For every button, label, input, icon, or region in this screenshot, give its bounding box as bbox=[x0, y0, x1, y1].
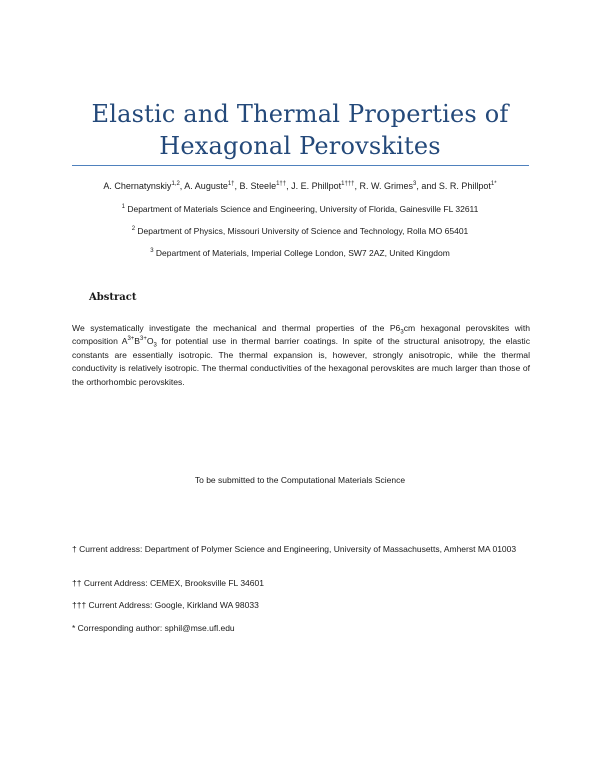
affiliation-2 bbox=[0, 225, 600, 237]
abstract-subscript: 3 bbox=[153, 343, 157, 350]
abstract-superscript: 3+ bbox=[140, 336, 147, 343]
affiliation-text: Department of Physics, Missouri University of Science and Technology, Rolla MO 65401 bbox=[137, 226, 469, 236]
author-affiliation-marker: 1† bbox=[227, 181, 235, 187]
affiliation-text: Department of Materials Science and Engineering, University of Florida, Gainesville FL 32611 bbox=[127, 204, 479, 214]
footnote-1: † Current address: Department of Polymer Science and Engineering, University of Massachusetts, Amherst MA 01003 bbox=[72, 544, 517, 554]
abstract-text: for potential use in thermal barrier coatings. In spite of the structural anisotropy, the elastic constants are essentially isotropic. The thermal expansion is, however, strongly anisotropic, while the thermal conductivity is relatively isotropic. The thermal conductivities of the hexagonal perovskites are much larger than those of the orthorhombic perovskites. bbox=[72, 336, 530, 387]
affiliation-1 bbox=[0, 203, 600, 215]
footnote-2: †† Current Address: CEMEX, Brooksville FL 34601 bbox=[72, 578, 264, 588]
affiliation-number: 2 bbox=[131, 226, 136, 233]
affiliation-3 bbox=[0, 247, 600, 259]
author-affiliation-marker: 1* bbox=[490, 181, 497, 187]
author-name: S. R. Phillpot bbox=[438, 181, 491, 191]
author-list bbox=[0, 180, 600, 192]
title-divider bbox=[72, 165, 529, 166]
title-line-2: Hexagonal Perovskites bbox=[159, 132, 441, 160]
affiliation-number: 1 bbox=[121, 204, 125, 211]
abstract-heading: Abstract bbox=[89, 292, 137, 303]
abstract-text: We systematically investigate the mechanical and thermal properties of the P6 bbox=[72, 323, 401, 333]
affiliation-number: 3 bbox=[150, 248, 154, 255]
author-name: B. Steele bbox=[239, 181, 277, 191]
abstract-text: O bbox=[146, 336, 154, 347]
author-separator: , bbox=[286, 181, 292, 191]
abstract-body bbox=[72, 322, 530, 389]
affiliation-text: Department of Materials, Imperial College London, SW7 2AZ, United Kingdom bbox=[155, 248, 450, 258]
author-name: R. W. Grimes bbox=[359, 181, 414, 191]
author-final-connector: , and bbox=[416, 181, 439, 191]
abstract-subscript: 3 bbox=[400, 329, 404, 336]
author-affiliation-marker: 1††† bbox=[341, 181, 355, 187]
submission-note: To be submitted to the Computational Materials Science bbox=[194, 475, 406, 485]
paper-title bbox=[0, 98, 600, 162]
author-name: A. Auguste bbox=[184, 181, 228, 191]
author-separator: , bbox=[234, 181, 240, 191]
author-affiliation-marker: 1,2 bbox=[171, 181, 180, 187]
footnote-4: * Corresponding author: sphil@mse.ufl.edu bbox=[72, 623, 235, 633]
abstract-superscript: 3+ bbox=[127, 336, 135, 343]
title-line-1: Elastic and Thermal Properties of bbox=[91, 100, 509, 128]
footnote-3: ††† Current Address: Google, Kirkland WA 98033 bbox=[72, 600, 259, 610]
author-name: A. Chernatynskiy bbox=[103, 181, 172, 191]
author-name: J. E. Phillpot bbox=[291, 181, 342, 191]
author-affiliation-marker: 1†† bbox=[276, 181, 287, 187]
author-separator: , bbox=[354, 181, 360, 191]
author-separator: , bbox=[179, 181, 185, 191]
author-affiliation-marker: 3 bbox=[413, 181, 417, 187]
abstract-text: cm hexagonal perovskites with composition A bbox=[72, 323, 530, 347]
abstract-text: B bbox=[134, 336, 141, 347]
